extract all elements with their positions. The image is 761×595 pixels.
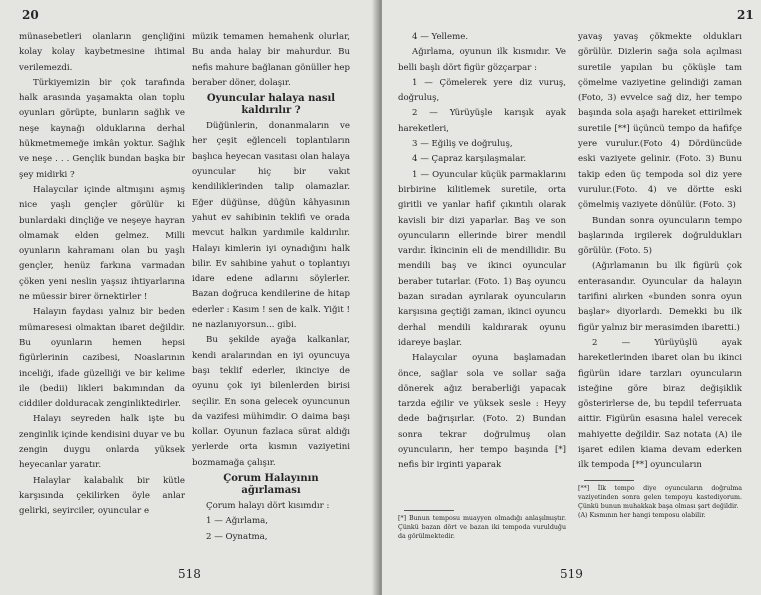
paragraph: Ağırlama, oyunun ilk kısmıdır. Ve belli başlı dört figür gözçarpar : [398, 47, 566, 73]
footnote: [**] İlk tempo diye oyuncuların doğrulma vaziyetinden sonra gelen tempoyu kastediyorum. Çünkü bunun muhakkak başa olması şart değildir. [578, 485, 742, 510]
left-page [0, 0, 378, 595]
footnote-left [398, 514, 566, 541]
paragraph: 2 — Yürüyüşlü ayak hareketlerinden ibaret olan bu ikinci figürün idare tarzları oyuncuların isteğine göre biraz değişiklik gösterirlerse de, bu tepdil teferruata aittir. Figürün esasına halel verecek mahiyette değildir. Saz notata (A) ile işaret edilen kiama devam ederken ilk tempoda [**] oyuncuların [578, 337, 742, 471]
paragraph: müzik temamen hemahenk olurlar, Bu anda halay bir mahurdur. Bu nefis mahure bağlanan gönüller hep beraber döner, dolaşır. [192, 32, 350, 88]
footnote-divider [584, 480, 634, 481]
paragraph: münasebetleri olanların gençliğini kolay kolay kaybetmesine ihtimal verilemezdi. [19, 32, 185, 73]
paragraph: yavaş yavaş çökmekte oldukları görülür. Dizlerin sağa sola açılması suretile yapılan bu çöküşle tam çömelme vaziyetine gelindiği zaman (Foto, 3) evvelce sağ diz, her tempo başında sola aşağı hareket ettirilmek suretile [**] üçüncü tempo da hafifçe yere vurulur.(Foto 4) Dördüncüde eski vaziyete gelinir. (Foto. 3) Bunu takip eden üç tempoda sol diz yere vurulur.(Foto. 4) ve dörtte eski çömelmiş vaziyete dönülür. (Foto. 3) [578, 32, 742, 211]
paragraph: 1 — Oyuncular küçük parmaklarını birbirine kilitlemek suretile, orta giritli ve yanlar hafif çıkıntılı olarak kavisli bir dizi yaparlar. Baş ve son oyuncuların ellerinde birer mendil vardır. İkincinin eli de mendillidir. Bu mendili baş ve ikinci oyuncular beraber tutarlar. (Foto. 1) Baş oyuncu bazan sıradan ayrılarak oyuncuların karşısına geçtiği zaman, ikinci oyuncu derhal mendili kaldırarak oyunu idareye başlar. [398, 169, 566, 348]
paragraph: Halayın faydası yalnız bir beden mümaresesi olmaktan ibaret değildir. Bu oyunların hemen hepsi figürlerinin cazibesi, Noaslarının inceliği, ifade güzelliği ve bir kelime ile (bedii) likleri bakımından da ciddiler dolduracak zenginliktedirler. [19, 307, 185, 410]
list-item: 4 — Yelleme. [412, 32, 469, 42]
list-item: 4 — Çapraz karşılaşmalar. [412, 154, 527, 165]
paragraph: Türkiyemizin bir çok tarafında halk arasında yaşamakta olan toplu oyunları görüpte, bunların sağlık ve neşe kaynağı olduklarına derhal hükmetmemeğe imkân yoktur. Sağlık ve neşe . . . Gençlik bundan başka bir şey midirki ? [19, 77, 185, 180]
right-page-bottom-number: 519 [560, 567, 583, 581]
right-column-2 [578, 30, 742, 474]
paragraph: Halaylar kalabalık bir kütle karşısında çekilirken öyle anlar gelirki, seyirciler, oyuncular e [19, 475, 185, 517]
list-item: 3 — Eğiliş ve doğruluş, [412, 139, 513, 150]
list-item: 2 — Oynatma, [206, 531, 268, 542]
right-page-top-number: 21 [737, 8, 754, 22]
footnote-right [578, 484, 742, 520]
paragraph: Halaycılar oyuna başlamadan önce, sağlar sola ve sollar sağa dönerek ağız beraberliği yapacak tarzda eğilir ve yüksek sesle : Heyy dede bağrışırlar. (Foto. 2) Bundan sonra tekrar doğrulmuş olan oyuncuların, her tempo başında [*] nefis bir irginti yaparak [398, 353, 566, 471]
right-column-1 [398, 30, 566, 474]
paragraph: Düğünlerin, donanmaların ve her çeşit eğlenceli toplantıların başlıca heyecan vasıtası olan halaya oyuncular hiç bir vakıt kendiliklerinden talip olamazlar. Eğer düğünse, düğün kâhyasının yahut ev sahibinin teklifi ve orada mevcut halkın yardımile kaldırılır. Halayı kimlerin iyi oynadığını halk bilir. Ev sahibine yahut o toplantıyı idare edene adlarını söylerler. Bazan doğruca kendilerine de hitap ederler : Kasım ! sen de kalk. Yiğit ! ne nazlanıyorsun... gibi. [192, 121, 350, 331]
left-column-1 [19, 30, 185, 520]
right-page [382, 0, 761, 595]
left-column-2 [192, 30, 350, 545]
paragraph: Çorum halayı dört kısımdır : [206, 501, 330, 512]
list-item: 1 — Ağırlama, [206, 516, 268, 527]
paragraph: Halayı seyreden halk işte bu zenginlik içinde kendisini duyar ve bu zengin duygu onlarda yüksek heyecanlar yaratır. [19, 414, 185, 471]
footnote-divider [404, 510, 454, 511]
section-heading: Çorum Halayının ağırlaması [223, 473, 319, 497]
left-page-top-number: 20 [22, 8, 39, 22]
footnote: (A) Kısmının her hangi temposu olabilir. [578, 512, 706, 519]
paragraph: Halaycılar içinde altmışını aşmış nice yaşlı gençler görülür ki bunlardaki dinçliğe ve neşeye hayran olmamak elden gelmez. Milli oyunların kahramanı olan bu yaşlı gençler, henüz farkına varmadan çöken yeni neslin yaşsız ihtiyarlarına ne müessir birer örnektirler ! [19, 184, 185, 303]
left-page-bottom-number: 518 [178, 567, 201, 581]
section-heading: Oyuncular halaya nasıl kaldırılır ? [206, 93, 336, 117]
list-item: 1 — Çömelerek yere diz vuruş, doğruluş, [398, 77, 566, 104]
paragraph: Bu şekilde ayağa kalkanlar, kendi aralarından en iyi oyuncuya başı teklif ederler, ikinciye de oyunu çok iyi bilenlerden birisi seçilir. En sona gelecek oyuncunun da vazifesi mühimdir. O daima başı kollar. Oyunun fazlaca sürat aldığı yerlerde orta kısmın vaziyetini bozmamağa çalışır. [192, 335, 350, 468]
paragraph: Bundan sonra oyuncuların tempo başlarında irgilerek doğruldukları görülür. (Foto. 5) [578, 215, 742, 257]
list-item: 2 — Yürüyüşle karışık ayak hareketleri, [398, 108, 566, 134]
footnote: [*] Bunun temposu muayyen olmadığı anlaşılmıştır. Çünkü bazan dört ve bazan iki tempoda vurulduğu da görülmektedir. [398, 515, 566, 540]
paragraph: (Ağırlamanın bu ilk figürü çok enterasandır. Oyuncular da halayın tarifini alırken «bunden sonra oyun başlar» diyorlardı. Demekki bu ilk figür yalnız bir merasimden ibaretti.) [578, 261, 742, 333]
